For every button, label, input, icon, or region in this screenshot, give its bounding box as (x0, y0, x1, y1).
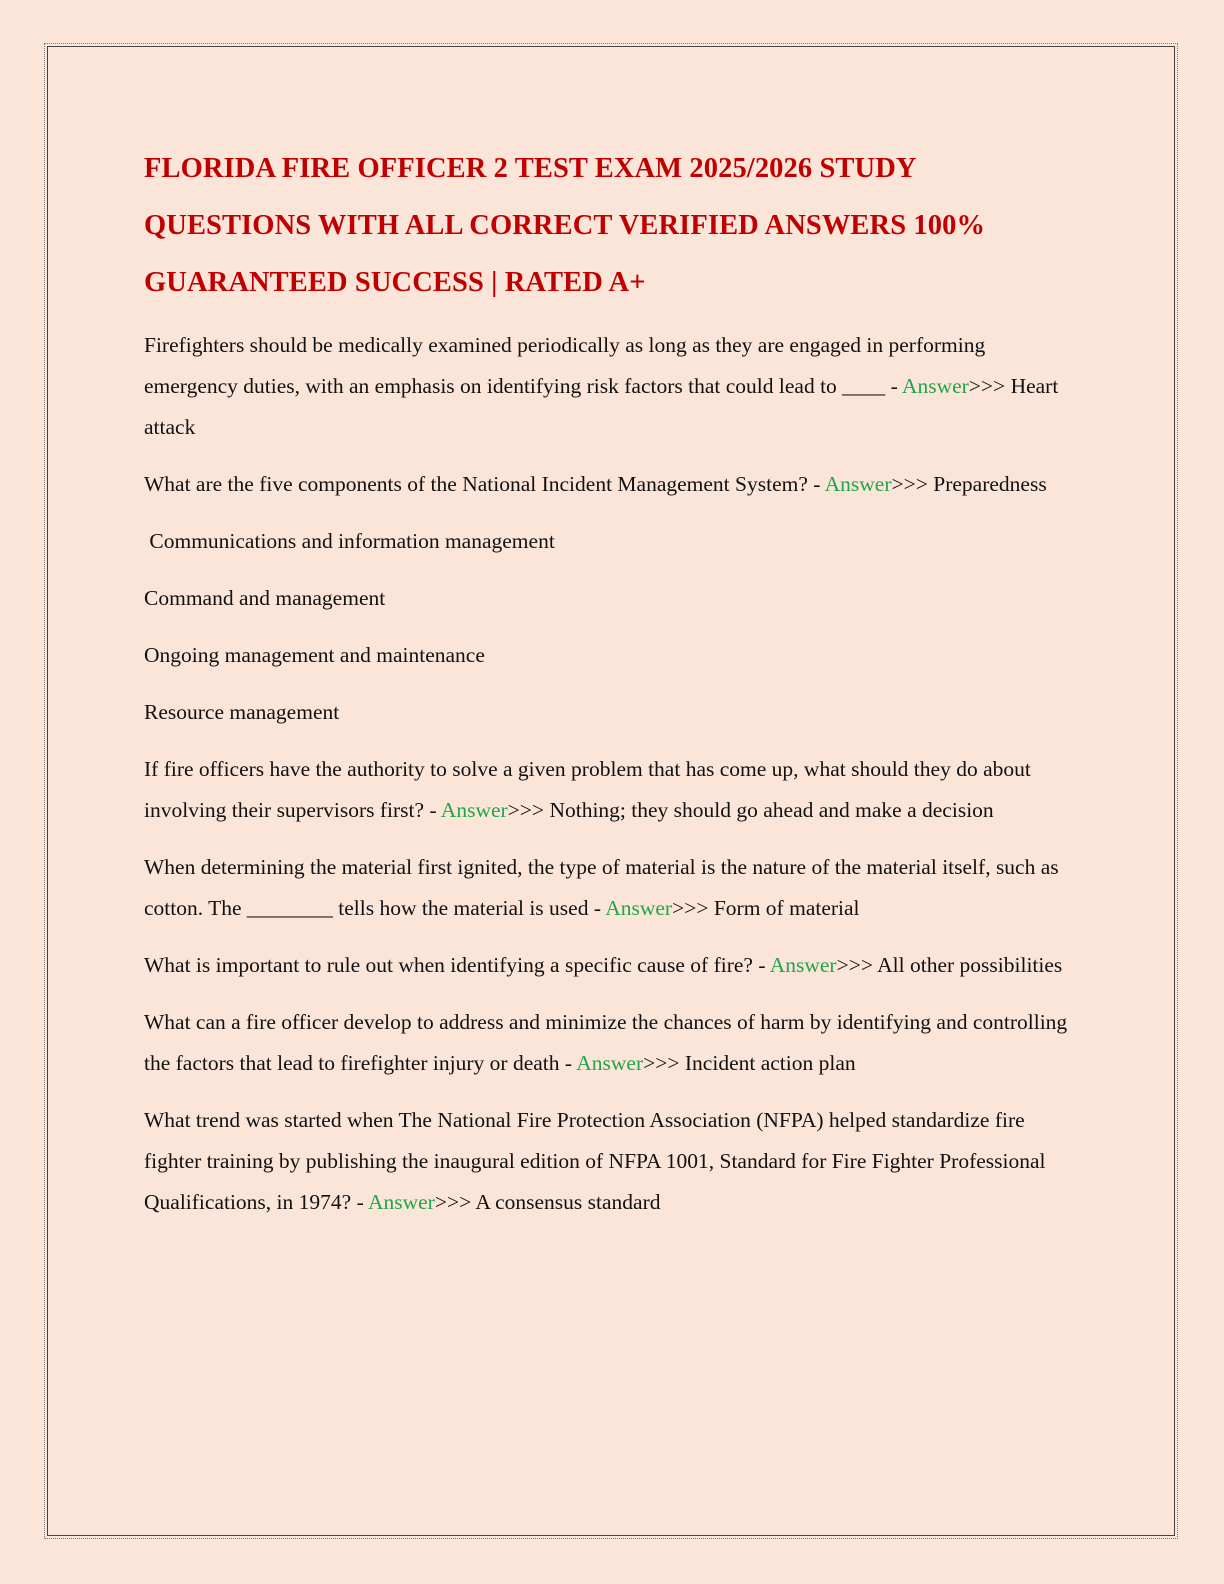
qa-item (144, 945, 1084, 986)
answer-arrow: >>> (672, 896, 714, 920)
answer-text: Heart attack (144, 374, 1059, 439)
document-content (144, 140, 1084, 1239)
qa-item (144, 325, 1084, 448)
answer-arrow: >>> (836, 953, 878, 977)
answer-arrow: >>> (891, 472, 934, 496)
answer-text: All other possibilities (877, 953, 1063, 977)
question-text: What can a fire officer develop to address and minimize the chances of harm by identifying and controlling the factors that lead to firefighter injury or death (144, 1010, 1068, 1075)
answer-label: Answer (901, 374, 969, 398)
answer-arrow: >>> (643, 1051, 685, 1075)
qa-item (144, 464, 1084, 505)
answer-continuation-line: Command and management (144, 586, 386, 610)
answer-label: Answer (824, 472, 892, 496)
answer-continuation-line: Ongoing management and maintenance (144, 643, 485, 667)
answer-text: Form of material (713, 896, 860, 920)
answer-separator: - (885, 374, 902, 398)
qa-item (144, 1100, 1084, 1223)
answer-continuation-line: Communications and information management (144, 529, 555, 553)
answer-arrow: >>> (968, 374, 1011, 398)
qa-list (144, 325, 1084, 1223)
document-title: FLORIDA FIRE OFFICER 2 TEST EXAM 2025/2026 STUDY QUESTIONS WITH ALL CORRECT VERIFIED ANSWERS 100% GUARANTEED SUCCESS | RATED A+ (144, 153, 986, 298)
answer-continuation-line: Resource management (144, 700, 340, 724)
question-text: What are the five components of the National Incident Management System? (144, 472, 808, 496)
answer-text: Incident action plan (684, 1051, 856, 1075)
qa-item (144, 749, 1084, 831)
question-text: If fire officers have the authority to solve a given problem that has come up, what should they do about involving their supervisors first? (144, 757, 1031, 822)
answer-arrow: >>> (434, 1190, 476, 1214)
answer-label: Answer (367, 1190, 435, 1214)
answer-separator: - (752, 953, 770, 977)
answer-separator: - (588, 896, 606, 920)
answer-text: Nothing; they should go ahead and make a decision (549, 798, 994, 822)
answer-label: Answer (605, 896, 673, 920)
answer-label: Answer (440, 798, 508, 822)
answer-label: Answer (769, 953, 837, 977)
question-text: When determining the material first ignited, the type of material is the nature of the material itself, such as cotton. The ________ tells how the material is used (144, 855, 1059, 920)
question-text: What is important to rule out when identifying a specific cause of fire? (144, 953, 753, 977)
answer-separator: - (424, 798, 441, 822)
qa-item (144, 1002, 1084, 1084)
qa-item (144, 847, 1084, 929)
question-text: What trend was started when The National Fire Protection Association (NFPA) helped standardize fire fighter training by publishing the inaugural edition of NFPA 1001, Standard for Fire Fighter Professional Qualifications, in 1974? (144, 1108, 1046, 1214)
answer-label: Answer (576, 1051, 644, 1075)
answer-arrow: >>> (507, 798, 550, 822)
answer-text: Preparedness (933, 472, 1047, 496)
answer-separator: - (807, 472, 825, 496)
question-text: Firefighters should be medically examined periodically as long as they are engaged in performing emergency duties, with an emphasis on identifying risk factors that could lead to ____ (144, 333, 986, 398)
answer-separator: - (351, 1190, 368, 1214)
answer-separator: - (559, 1051, 577, 1075)
answer-text: A consensus standard (475, 1190, 661, 1214)
